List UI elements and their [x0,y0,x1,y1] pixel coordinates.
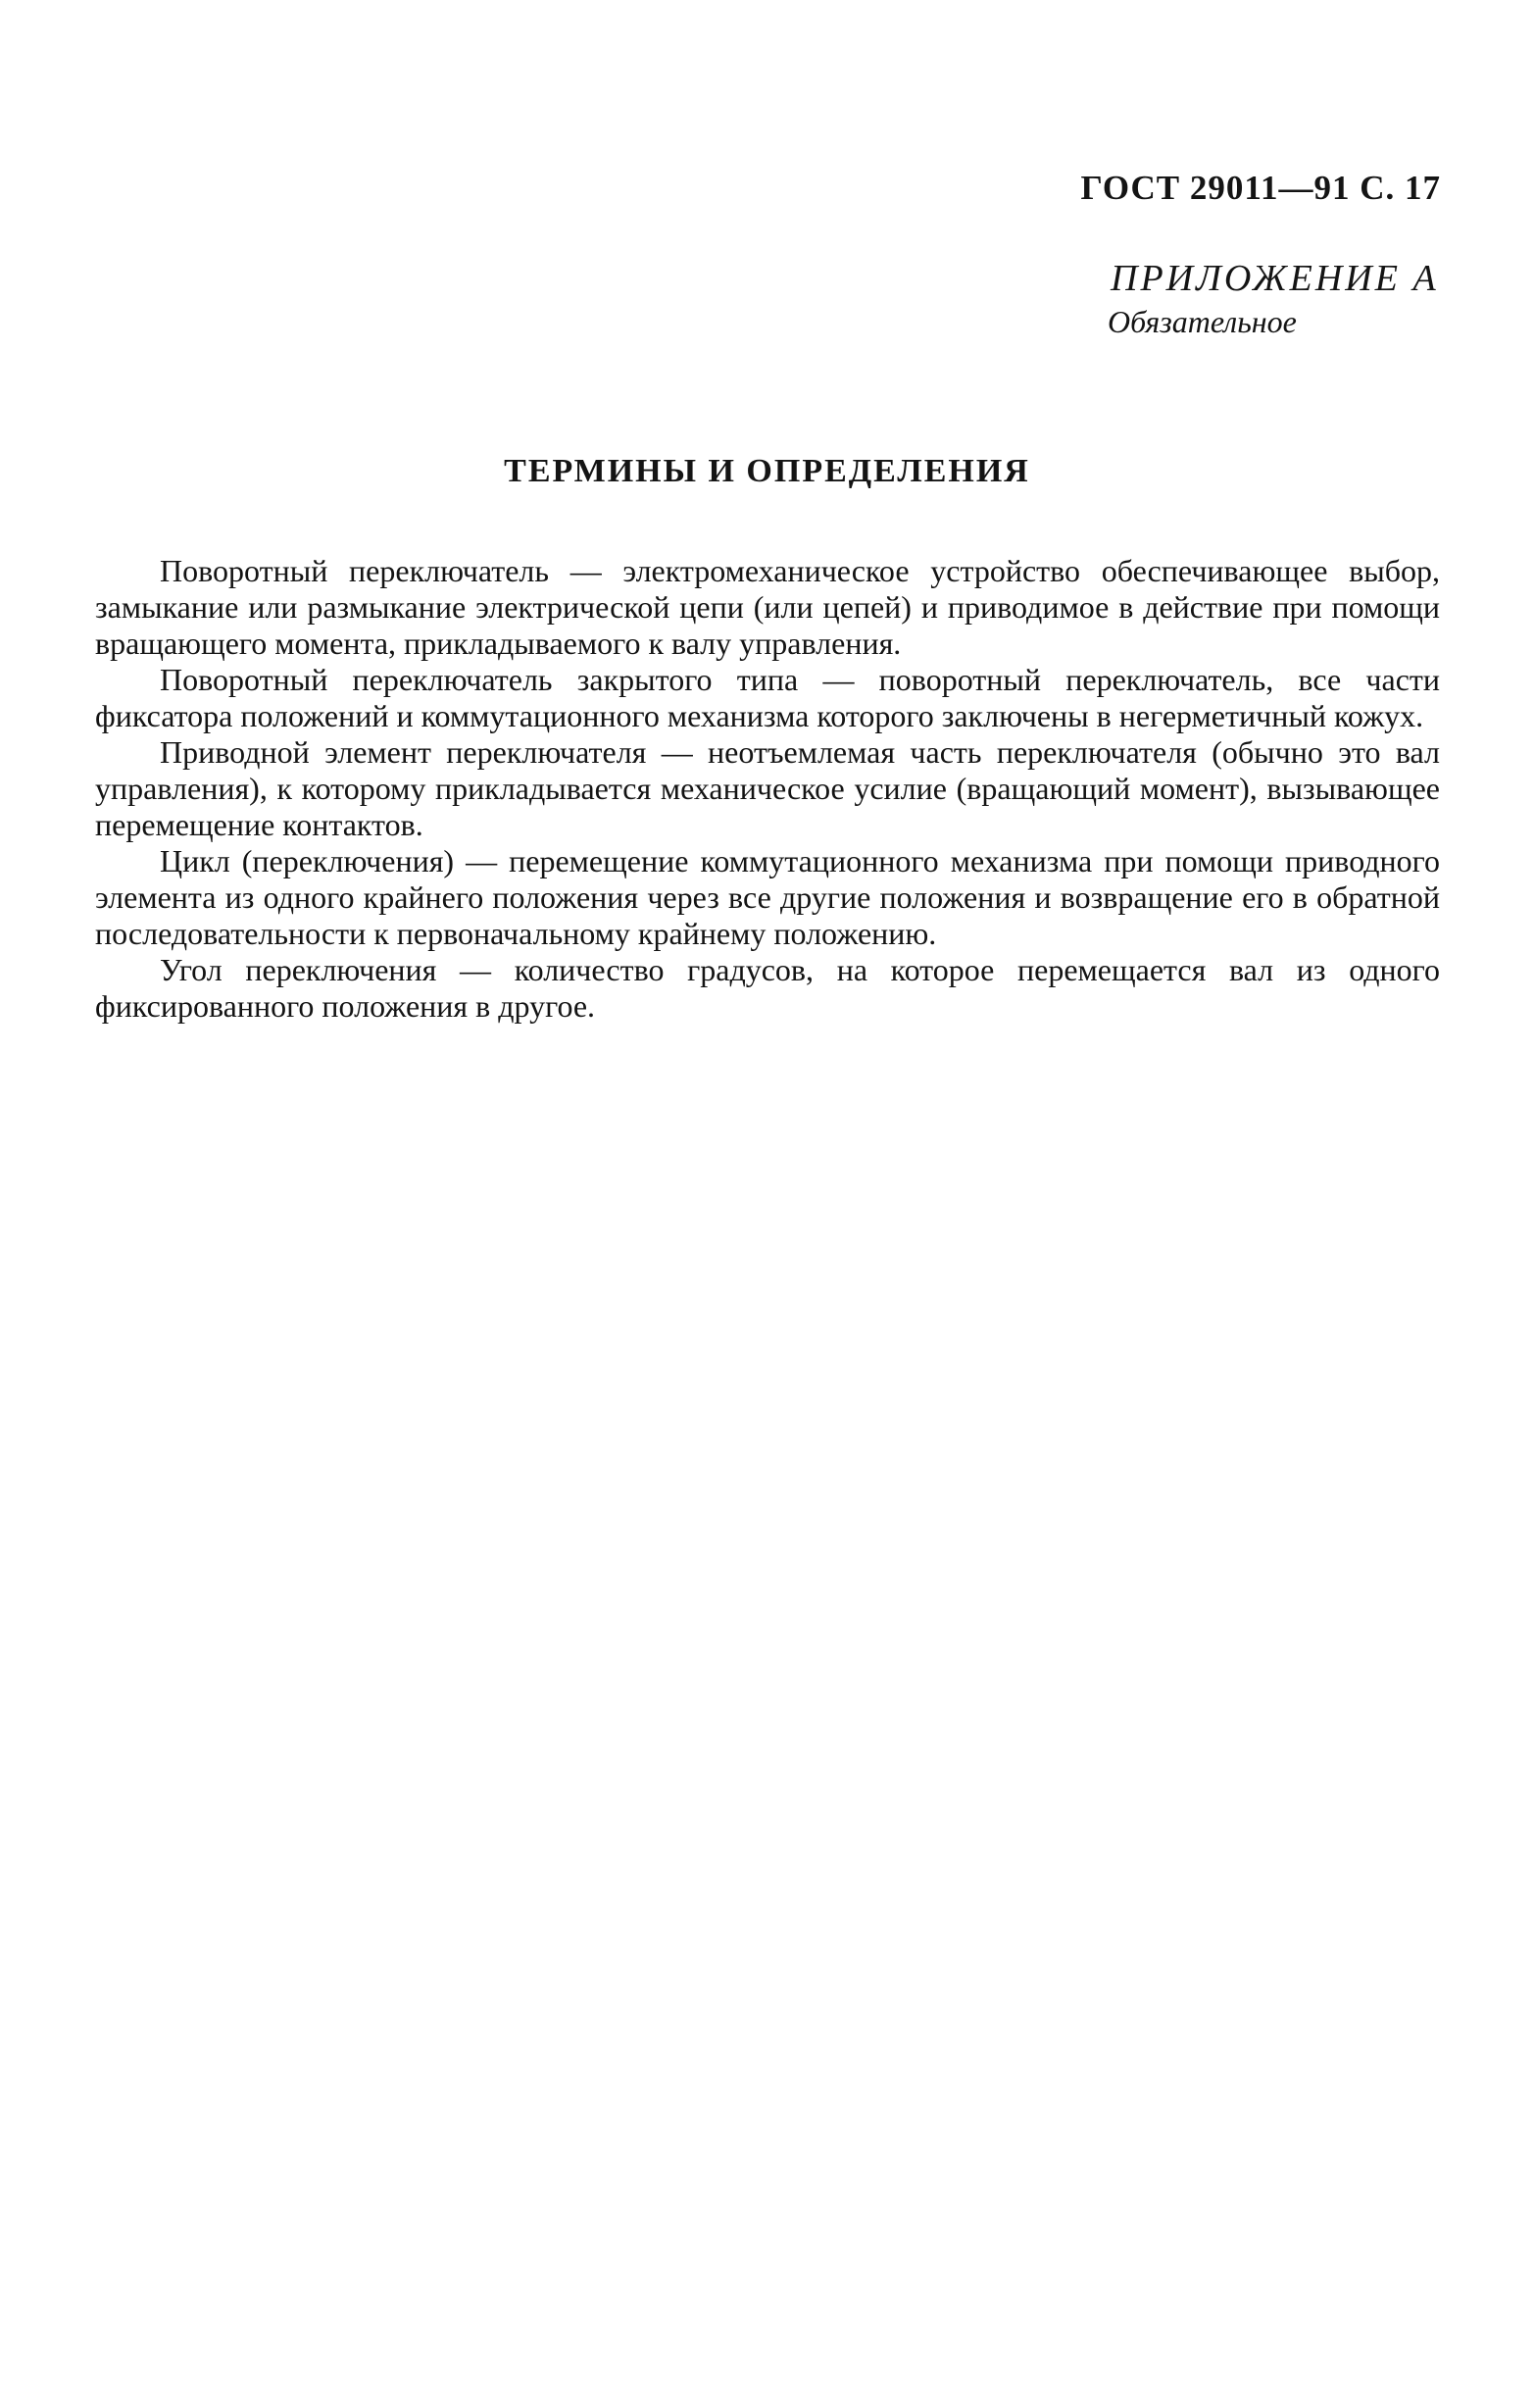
appendix-block [1108,257,1441,340]
section-title: ТЕРМИНЫ И ОПРЕДЕЛЕНИЯ [504,453,1030,489]
paragraph-switching-angle: Угол переключения — количество градусов, на которое перемещается вал из одного фиксированного положения в другое. [95,952,1440,1024]
paragraph-actuator: Приводной элемент переключателя — неотъемлемая часть переключателя (обычно это вал управления), к которому прикладывается механическое усилие (вращающий момент), вызывающее перемещение контактов. [95,734,1440,842]
paragraph-cycle: Цикл (переключения) — перемещение коммутационного механизма при помощи приводного элемента из одного крайнего положения через все другие положения и возвращение его в обратной последовательности к первоначальному крайнему положению. [95,843,1440,951]
body-text [95,553,1440,1025]
page-header: ГОСТ 29011—91 С. 17 [1080,169,1441,207]
paragraph-enclosed-switch: Поворотный переключатель закрытого типа — поворотный переключатель, все части фиксатора положений и коммутационного механизма которого заключены в негерметичный кожух. [95,662,1440,733]
paragraph-rotary-switch: Поворотный переключатель — электромеханическое устройство обеспечивающее выбор, замыкание или размыкание электрической цепи (или цепей) и приводимое в действие при помощи вращающего момента, прикладываемого к валу управления. [95,553,1440,661]
appendix-status: Обязательное [1108,304,1297,339]
appendix-title: ПРИЛОЖЕНИЕ А [1111,258,1439,299]
